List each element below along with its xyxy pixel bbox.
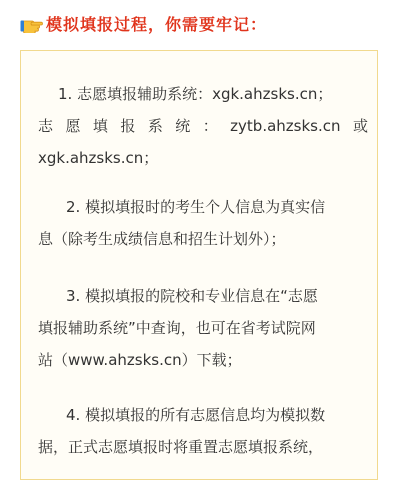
item-3-line-1: 3. 模拟填报的院校和专业信息在“志愿 — [66, 287, 318, 305]
item-1-line-2 — [38, 110, 368, 142]
item-1-line-2-part: 愿 — [65, 117, 81, 135]
heading-text: 模拟填报过程，你需要牢记： — [46, 14, 268, 34]
item-2-line-2: 息（除考生成绩信息和招生计划外）； — [38, 230, 286, 248]
item-1-line-2-part: 报 — [120, 117, 136, 135]
item-1-line-2-part: 志 — [38, 117, 54, 135]
notice-item-2 — [38, 191, 368, 255]
notice-item-1 — [38, 78, 368, 174]
pointing-hand-icon — [20, 13, 44, 33]
item-1-line-2-part: 或 — [352, 117, 368, 135]
item-1-line-1: 1. 志愿填报辅助系统：xgk.ahzsks.cn； — [58, 85, 333, 103]
item-4-line-2: 据，正式志愿填报时将重置志愿填报系统， — [38, 438, 324, 456]
item-4-line-1: 4. 模拟填报的所有志愿信息均为模拟数 — [66, 406, 326, 424]
notice-item-4 — [38, 399, 368, 463]
notice-item-3 — [38, 280, 368, 376]
item-3-line-3: 站（www.ahzsks.cn）下载； — [38, 351, 242, 369]
item-3-line-2: 填报辅助系统”中查询，也可在省考试院网 — [38, 319, 316, 337]
item-1-line-2-part: 统 — [175, 117, 191, 135]
item-2-line-1: 2. 模拟填报时的考生个人信息为真实信 — [66, 198, 326, 216]
section-heading — [20, 11, 267, 35]
item-1-line-2-part: ： — [202, 117, 218, 135]
item-1-line-2-part: 系 — [147, 117, 163, 135]
item-1-line-2-part: 填 — [92, 117, 108, 135]
item-1-line-3: xgk.ahzsks.cn； — [38, 149, 159, 167]
item-1-line-2-part: zytb.ahzsks.cn — [230, 117, 341, 135]
